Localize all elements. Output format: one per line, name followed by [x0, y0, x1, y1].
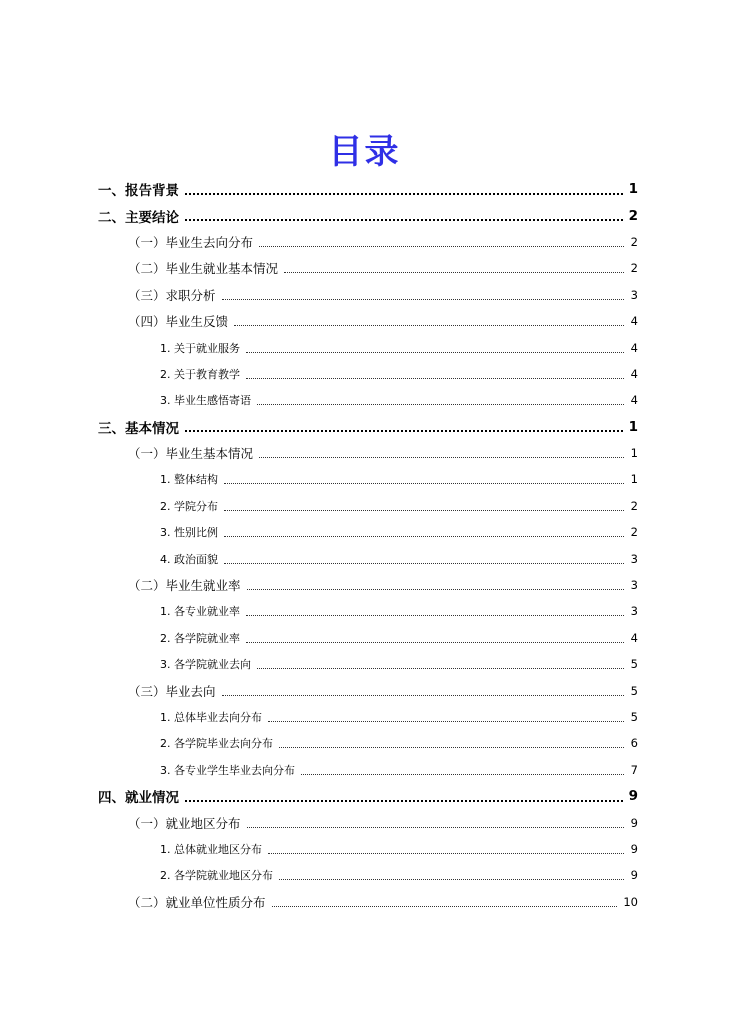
- toc-entry-page-number: 9: [630, 841, 638, 856]
- toc-entry-level-3[interactable]: [98, 387, 638, 413]
- toc-entry-title: 3. 性别比例: [160, 526, 218, 540]
- toc-entry-level-3[interactable]: [98, 625, 638, 651]
- toc-entry-page-number: 5: [630, 683, 638, 698]
- dot-leader: [247, 826, 624, 828]
- table-of-contents: [98, 176, 638, 915]
- toc-entry-title: 四、就业情况: [98, 790, 179, 807]
- toc-entry-level-2[interactable]: [98, 572, 638, 598]
- toc-entry-title: 1. 总体毕业去向分布: [160, 711, 262, 724]
- toc-entry-title: 一、报告背景: [98, 183, 179, 200]
- toc-entry-level-3[interactable]: [98, 704, 638, 730]
- toc-entry-page-number: 9: [628, 788, 638, 805]
- dot-leader: [268, 720, 624, 722]
- toc-entry-page-number: 1: [630, 472, 638, 487]
- toc-entry-page-number: 4: [630, 314, 638, 329]
- toc-entry-page-number: 2: [630, 234, 638, 249]
- dot-leader: [185, 429, 623, 432]
- toc-entry-level-3[interactable]: [98, 836, 638, 862]
- dot-leader: [224, 562, 624, 564]
- toc-entry-level-3[interactable]: [98, 598, 638, 624]
- dot-leader: [247, 588, 624, 590]
- toc-entry-level-3[interactable]: [98, 730, 638, 756]
- toc-entry-level-3[interactable]: [98, 651, 638, 677]
- dot-leader: [222, 694, 624, 696]
- toc-entry-page-number: 4: [630, 366, 638, 381]
- toc-entry-title: 2. 学院分布: [160, 499, 218, 513]
- toc-entry-level-1[interactable]: [98, 176, 638, 202]
- dot-leader: [279, 746, 624, 748]
- toc-entry-page-number: 1: [628, 418, 638, 435]
- dot-leader: [246, 641, 624, 643]
- toc-entry-page-number: 1: [628, 181, 638, 198]
- dot-leader: [259, 245, 624, 247]
- toc-entry-page-number: 3: [630, 578, 638, 593]
- toc-entry-title: （二）就业单位性质分布: [128, 894, 266, 910]
- toc-entry-level-3[interactable]: [98, 519, 638, 545]
- dot-leader: [257, 403, 624, 405]
- toc-entry-page-number: 1: [630, 446, 638, 461]
- toc-entry-title: 2. 关于教育教学: [160, 367, 240, 381]
- dot-leader: [224, 535, 624, 537]
- toc-entry-level-3[interactable]: [98, 361, 638, 387]
- toc-entry-title: 3. 各学院就业去向: [160, 658, 251, 672]
- toc-entry-page-number: 4: [630, 630, 638, 645]
- dot-leader: [224, 509, 624, 511]
- toc-entry-title: 1. 整体结构: [160, 473, 218, 487]
- dot-leader: [224, 482, 624, 484]
- toc-entry-page-number: 6: [630, 736, 638, 751]
- toc-entry-level-3[interactable]: [98, 466, 638, 492]
- dot-leader: [185, 799, 623, 802]
- toc-entry-page-number: 5: [630, 657, 638, 672]
- toc-entry-title: （一）毕业生去向分布: [128, 234, 254, 250]
- toc-entry-level-2[interactable]: [98, 677, 638, 703]
- toc-entry-page-number: 9: [630, 815, 638, 830]
- toc-entry-title: 2. 各学院毕业去向分布: [160, 737, 273, 751]
- toc-entry-title: 2. 各学院就业地区分布: [160, 869, 273, 883]
- dot-leader: [257, 667, 624, 669]
- toc-entry-level-3[interactable]: [98, 334, 638, 360]
- toc-entry-page-number: 9: [630, 868, 638, 883]
- toc-entry-page-number: 2: [628, 207, 638, 224]
- toc-entry-page-number: 10: [623, 894, 638, 909]
- toc-entry-title: 三、基本情况: [98, 420, 179, 437]
- toc-entry-title: 1. 各专业就业率: [160, 605, 240, 619]
- toc-entry-level-2[interactable]: [98, 889, 638, 915]
- toc-entry-level-2[interactable]: [98, 282, 638, 308]
- toc-entry-title: （三）求职分析: [128, 287, 216, 303]
- toc-entry-page-number: 3: [630, 604, 638, 619]
- toc-entry-page-number: 4: [630, 393, 638, 408]
- dot-leader: [246, 351, 624, 353]
- dot-leader: [284, 271, 624, 273]
- dot-leader: [279, 878, 624, 880]
- dot-leader: [246, 614, 624, 616]
- toc-entry-page-number: 7: [630, 762, 638, 777]
- dot-leader: [272, 905, 618, 907]
- toc-entry-level-3[interactable]: [98, 493, 638, 519]
- toc-entry-title: 3. 毕业生感悟寄语: [160, 394, 251, 408]
- toc-entry-title: 2. 各学院就业率: [160, 631, 240, 645]
- toc-entry-page-number: 3: [630, 287, 638, 302]
- toc-entry-level-2[interactable]: [98, 229, 638, 255]
- toc-entry-level-1[interactable]: [98, 783, 638, 809]
- toc-entry-level-3[interactable]: [98, 862, 638, 888]
- toc-entry-title: 1. 关于就业服务: [160, 341, 240, 355]
- toc-entry-page-number: 3: [630, 551, 638, 566]
- toc-entry-title: 4. 政治面貌: [160, 552, 218, 566]
- toc-entry-page-number: 2: [630, 525, 638, 540]
- toc-entry-level-3[interactable]: [98, 757, 638, 783]
- toc-entry-level-1[interactable]: [98, 202, 638, 228]
- dot-leader: [185, 192, 623, 195]
- page-title: 目录: [328, 132, 401, 172]
- toc-entry-title: （三）毕业去向: [128, 683, 216, 699]
- toc-entry-title: 1. 总体就业地区分布: [160, 842, 262, 856]
- toc-entry-level-2[interactable]: [98, 809, 638, 835]
- toc-entry-title: 3. 各专业学生毕业去向分布: [160, 763, 295, 777]
- dot-leader: [268, 852, 624, 854]
- dot-leader: [301, 773, 624, 775]
- dot-leader: [259, 456, 624, 458]
- toc-entry-page-number: 2: [630, 261, 638, 276]
- toc-entry-title: （二）毕业生就业基本情况: [128, 261, 279, 277]
- toc-entry-title: 二、主要结论: [98, 209, 179, 226]
- toc-entry-level-2[interactable]: [98, 255, 638, 281]
- toc-entry-page-number: 5: [630, 710, 638, 724]
- toc-entry-page-number: 2: [630, 498, 638, 513]
- toc-entry-title: （一）毕业生基本情况: [128, 446, 254, 462]
- dot-leader: [246, 377, 624, 379]
- toc-entry-title: （一）就业地区分布: [128, 815, 241, 831]
- toc-entry-level-1[interactable]: [98, 414, 638, 440]
- toc-entry-title: （四）毕业生反馈: [128, 314, 229, 330]
- dot-leader: [222, 298, 624, 300]
- toc-entry-level-2[interactable]: [98, 440, 638, 466]
- toc-entry-page-number: 4: [630, 340, 638, 355]
- dot-leader: [234, 324, 624, 326]
- toc-entry-title: （二）毕业生就业率: [128, 578, 241, 594]
- toc-entry-level-3[interactable]: [98, 545, 638, 571]
- dot-leader: [185, 218, 623, 221]
- toc-entry-level-2[interactable]: [98, 308, 638, 334]
